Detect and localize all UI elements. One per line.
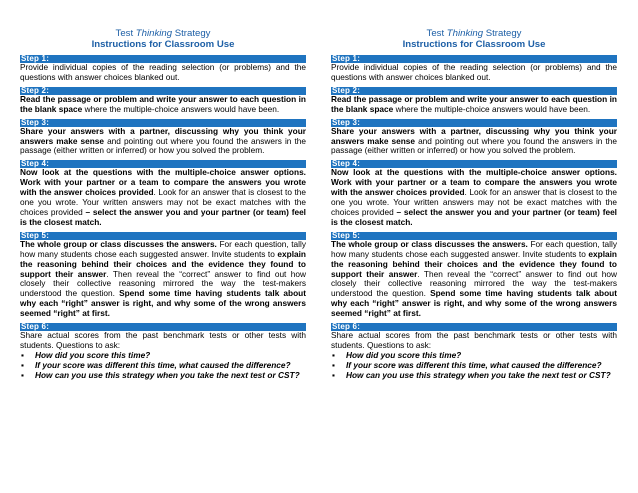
question-list [331,351,617,381]
step-body: The whole group or class discusses the answers. For each question, tally how many students chose each suggested answer. Invite students to explain the reasoning behind their choices and the evidence they found to support their answer. Then reveal the “correct” answer to find out how closely their collective reasoning mirrored the way the test-makers understood the question. Spend some time having students talk about why each “right” answer is right, and why some of the wrong answers seemed “right” at first. [20,238,307,319]
bullet-icon: ▪ [21,359,24,370]
step-header: Step 4: [20,160,306,168]
step-header: Step 2: [331,87,617,95]
question-item: ▪ If your score was different this time, what caused the difference? [21,359,291,370]
page-subtitle: Instructions for Classroom Use [402,39,546,50]
step-header: Step 3: [20,119,306,127]
bullet-icon: ▪ [21,369,24,380]
step-header: Step 2: [20,87,306,95]
step-5 [331,232,617,319]
step-body: Share your answers with a partner, discussing why you think your answers make sense and pointing out where you found the answers in the passage (either written or inferred) or how you solved the problem. [331,125,617,156]
step-6 [331,323,617,381]
steps-list [331,55,617,381]
step-header: Step 6: [331,323,617,331]
step-6 [20,323,306,381]
step-body: Provide individual copies of the reading selection (or problems) and the questions with answer choices blanked out. [331,62,617,82]
step-2 [331,87,617,115]
step-1 [331,55,617,83]
step-body: Share your answers with a partner, discussing why you think your answers make sense and pointing out where you found the answers in the passage (either written or inferred) or how you solved the problem. [20,125,306,156]
bullet-icon: ▪ [332,359,335,370]
step-3 [20,119,306,157]
step-3 [331,119,617,157]
page-subtitle: Instructions for Classroom Use [91,39,235,50]
step-header: Step 4: [331,160,617,168]
step-body: Now look at the questions with the multiple-choice answer options. Work with your partner or a team to compare the answers you wrote with the answer choices provided. Look for an answer that is closest to the one you wrote. Your written answers may not be exact matches with the choices provided – select the answer you and your partner (or team) feel is the closest match. [20,167,306,227]
step-header: Step 1: [331,55,617,63]
bullet-icon: ▪ [332,369,335,380]
step-header: Step 5: [20,232,306,240]
bullet-icon: ▪ [21,349,24,360]
step-body: The whole group or class discusses the answers. For each question, tally how many students chose each suggested answer. Invite students to explain the reasoning behind their choices and the evidence they found to support their answer. Then reveal the “correct” answer to find out how closely their collective reasoning mirrored the way the test-makers understood the question. Spend some time having students talk about why each “right” answer is right, and why some of the wrong answers seemed “right” at first. [331,238,618,319]
step-2 [20,87,306,115]
question-item: ▪ How can you use this strategy when you take the next test or CST? [21,369,300,380]
step-4 [331,160,617,227]
step-body: Now look at the questions with the multiple-choice answer options. Work with your partner or a team to compare the answers you wrote with the answer choices provided. Look for an answer that is closest to the one you wrote. Your written answers may not be exact matches with the choices provided – select the answer you and your partner (or team) feel is the closest match. [331,167,617,227]
step-header: Step 5: [331,232,617,240]
step-body: Read the passage or problem and write your answer to each question in the blank space where the multiple-choice answers would have been. [20,93,306,114]
question-item: ▪ How did you score this time? [21,349,151,360]
step-body: Share actual scores from the past benchmark tests or other tests with students. Questions to ask: [20,330,306,350]
step-body: Provide individual copies of the reading selection (or problems) and the questions with answer choices blanked out. [20,62,306,82]
bullet-icon: ▪ [332,349,335,360]
step-body: Read the passage or problem and write your answer to each question in the blank space where the multiple-choice answers would have been. [331,93,617,114]
question-list [20,351,306,381]
steps-list [20,55,306,381]
step-1 [20,55,306,83]
step-header: Step 1: [20,55,306,63]
page-title: Test Thinking Strategy Instructions for Classroom Use [331,28,617,50]
question-item: ▪ How did you score this time? [332,349,462,360]
page-title: Test Thinking Strategy Instructions for Classroom Use [20,28,306,50]
question-item: ▪ How can you use this strategy when you take the next test or CST? [332,369,611,380]
right-column [331,28,617,381]
left-column [20,28,306,381]
question-item: ▪ If your score was different this time, what caused the difference? [332,359,602,370]
step-header: Step 3: [331,119,617,127]
step-4 [20,160,306,227]
step-body: Share actual scores from the past benchmark tests or other tests with students. Questions to ask: [331,330,617,350]
step-header: Step 6: [20,323,306,331]
step-5 [20,232,306,319]
